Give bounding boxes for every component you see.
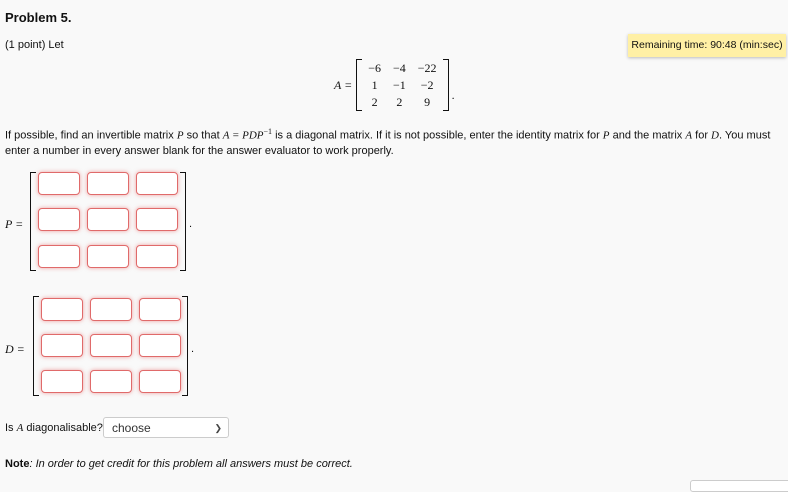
diagonalisable-select[interactable] bbox=[103, 417, 229, 438]
note-label: Note bbox=[5, 458, 30, 470]
period: . bbox=[451, 88, 455, 102]
period: . bbox=[189, 218, 193, 230]
problem-title: Problem 5. bbox=[5, 10, 72, 25]
d-entry-input-r2c3[interactable] bbox=[139, 334, 181, 357]
period: . bbox=[191, 343, 195, 355]
matrix-entry: 9 bbox=[424, 94, 431, 109]
p-entry-input-r1c1[interactable] bbox=[38, 172, 80, 195]
text: Is bbox=[5, 422, 17, 434]
d-entry-input-r2c1[interactable] bbox=[41, 334, 83, 357]
var: A bbox=[16, 422, 24, 434]
var: D bbox=[711, 129, 719, 142]
matrix-row bbox=[362, 94, 442, 111]
d-right-bracket bbox=[182, 296, 188, 396]
equation: A = PDP bbox=[222, 129, 264, 142]
note-text: : In order to get credit for this problem all answers must be correct. bbox=[29, 458, 353, 470]
matrix-p-label: P = bbox=[5, 217, 24, 231]
matrix-entry: −2 bbox=[420, 77, 434, 92]
points-label: (1 point) Let bbox=[5, 39, 64, 51]
matrix-entry: 2 bbox=[396, 94, 403, 109]
matrix-a-label: A = bbox=[334, 77, 353, 92]
p-right-bracket bbox=[180, 172, 186, 271]
matrix-a bbox=[334, 59, 455, 111]
matrix-entry: −6 bbox=[368, 60, 381, 75]
p-entry-input-r3c1[interactable] bbox=[38, 245, 80, 268]
p-entry-input-r2c1[interactable] bbox=[38, 208, 80, 231]
var: P bbox=[602, 129, 610, 142]
p-left-bracket bbox=[30, 172, 36, 271]
superscript: −1 bbox=[263, 127, 273, 136]
d-entry-input-r2c2[interactable] bbox=[90, 334, 132, 357]
instructions bbox=[5, 124, 775, 159]
matrix-entry: −22 bbox=[417, 60, 437, 75]
p-entry-input-r1c2[interactable] bbox=[87, 172, 129, 195]
submit-button-partial[interactable] bbox=[690, 480, 788, 492]
matrix-entry: −4 bbox=[393, 60, 406, 75]
text: . You must enter a number in every answer blank for the answer evaluator to work properly. bbox=[5, 129, 771, 157]
matrix-row bbox=[362, 60, 442, 77]
d-entry-input-r1c1[interactable] bbox=[41, 298, 83, 321]
d-entry-input-r3c1[interactable] bbox=[41, 370, 83, 393]
note bbox=[5, 458, 353, 470]
text: for bbox=[692, 129, 712, 142]
text: If possible, find an invertible matrix bbox=[5, 129, 177, 142]
d-entry-input-r3c2[interactable] bbox=[90, 370, 132, 393]
remaining-time-banner: Remaining time: 90:48 (min:sec) bbox=[628, 34, 786, 57]
p-entry-input-r2c2[interactable] bbox=[87, 208, 129, 231]
matrix-row bbox=[362, 77, 442, 94]
text: and the matrix bbox=[609, 129, 686, 142]
right-bracket bbox=[443, 59, 449, 111]
p-entry-input-r3c2[interactable] bbox=[87, 245, 129, 268]
d-entry-input-r1c2[interactable] bbox=[90, 298, 132, 321]
p-entry-input-r3c3[interactable] bbox=[136, 245, 178, 268]
p-entry-input-r1c3[interactable] bbox=[136, 172, 178, 195]
matrix-entry: 2 bbox=[371, 94, 378, 109]
diagonalisable-question bbox=[5, 422, 103, 434]
chevron-down-icon: ❯ bbox=[214, 423, 222, 433]
p-entry-input-r2c3[interactable] bbox=[136, 208, 178, 231]
selected-value: choose bbox=[112, 421, 151, 435]
d-entry-input-r3c3[interactable] bbox=[139, 370, 181, 393]
text: so that bbox=[183, 129, 223, 142]
matrix-entry: 1 bbox=[371, 77, 378, 92]
d-left-bracket bbox=[33, 296, 39, 396]
matrix-d-label: D = bbox=[5, 342, 25, 356]
matrix-a-entries bbox=[362, 60, 442, 111]
matrix-entry: −1 bbox=[393, 77, 406, 92]
text: diagonalisable? bbox=[23, 422, 103, 434]
var: P bbox=[176, 129, 184, 142]
var: A bbox=[685, 129, 693, 142]
d-entry-input-r1c3[interactable] bbox=[139, 298, 181, 321]
text: is a diagonal matrix. If it is not possible, enter the identity matrix for bbox=[272, 129, 603, 142]
